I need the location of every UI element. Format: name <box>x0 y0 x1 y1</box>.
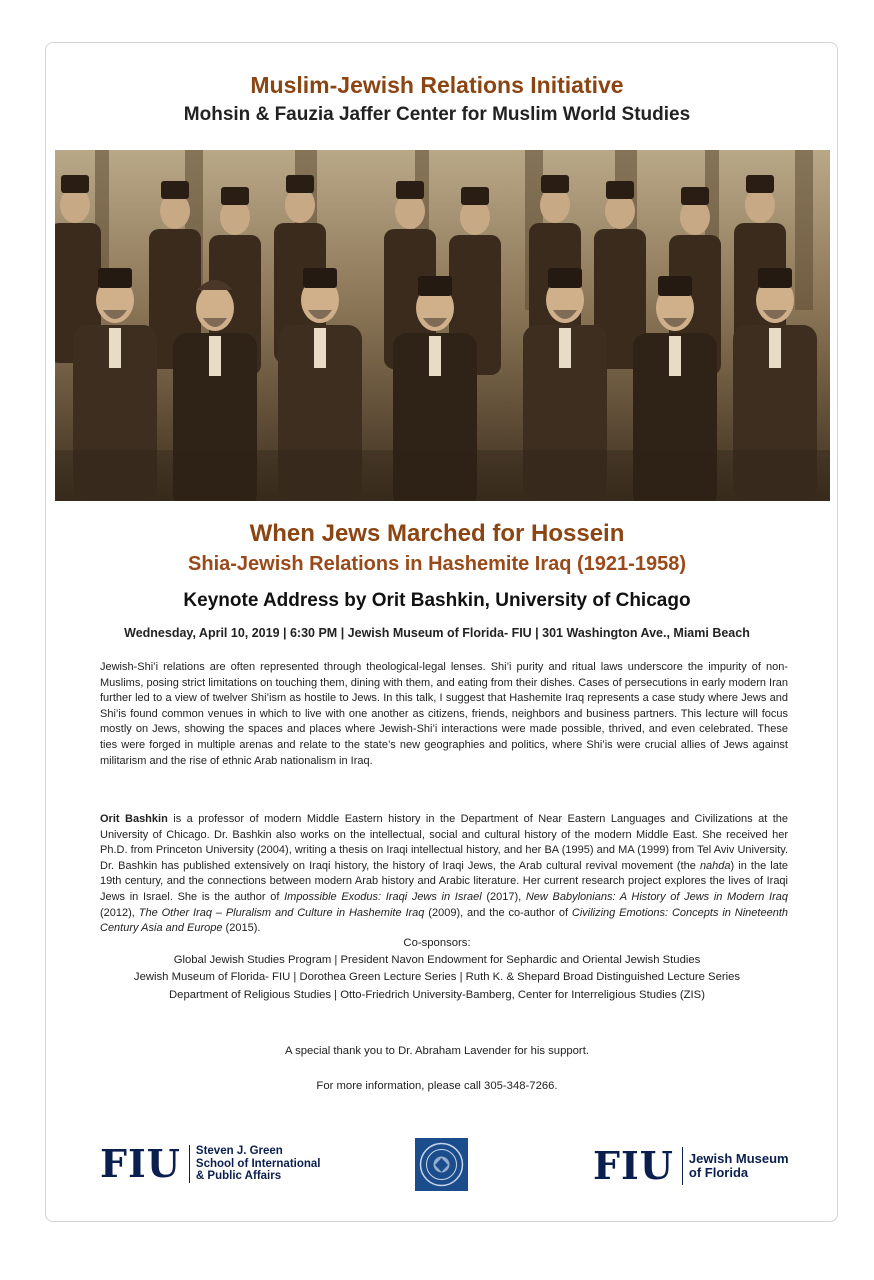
event-details: Wednesday, April 10, 2019 | 6:30 PM | Jewish Museum of Florida- FIU | 301 Washington Ave., Miami Beach <box>124 626 750 640</box>
museum-logo-text <box>689 1152 789 1180</box>
contact-info: For more information, please call 305-348-7266. <box>316 1080 558 1092</box>
initiative-heading: Muslim-Jewish Relations Initiative <box>250 72 624 98</box>
keynote-line: Keynote Address by Orit Bashkin, University of Chicago <box>183 590 691 611</box>
cosponsor-line: Global Jewish Studies Program | President Navon Endowment for Sephardic and Oriental Jewish Studies <box>173 954 701 967</box>
bio-text: ) in the late 19th century, and the connections between modern Arab history and Arabic literature. Her current research project explores the lives of Iraqi Jews in Israel. She is the author of <box>100 859 788 903</box>
cosponsors-block <box>60 935 814 1004</box>
lecture-subtitle: Shia-Jewish Relations in Hashemite Iraq (1921-1958) <box>188 553 686 575</box>
cosponsor-line: Department of Religious Studies | Otto-Friedrich University-Bamberg, Center for Interreligious Studies (ZIS) <box>169 988 705 1001</box>
logo-line: Jewish Museum <box>688 1151 789 1166</box>
bio-text: (2009), and the co-author of <box>424 906 572 919</box>
thanks-line: A special thank you to Dr. Abraham Lavender for his support. <box>285 1045 589 1057</box>
historical-group-photo <box>55 150 830 501</box>
logo-line: of Florida <box>688 1165 749 1180</box>
logo-divider <box>189 1145 190 1183</box>
lecture-title: When Jews Marched for Hossein <box>249 520 625 547</box>
bio-paragraph <box>100 812 788 937</box>
university-seal-icon <box>415 1138 468 1191</box>
logo-line: & Public Affairs <box>195 1170 282 1183</box>
logo-line: School of International <box>195 1157 321 1170</box>
sipa-logo-text <box>196 1145 321 1183</box>
cosponsor-line: Jewish Museum of Florida- FIU | Dorothea Green Lecture Series | Ruth K. & Shepard Broad Distinguished Lecture Series <box>133 971 741 984</box>
center-heading: Mohsin & Fauzia Jaffer Center for Muslim World Studies <box>183 104 691 125</box>
jewish-museum-logo <box>593 1144 789 1188</box>
group-photo-illustration <box>55 150 830 501</box>
fiu-wordmark: FIU <box>593 1143 674 1188</box>
bio-text: is a professor of modern Middle Eastern history in the Department of Near Eastern Languages and Civilizations at the University of Chicago. Dr. Bashkin also works on the intellectual, social and cultural history of the modern Middle East. She received her Ph.D. from Princeton University (2004), writing a thesis on Iraqi intellectual history, and her BA (1995) and MA (1999) from Tel Aviv University. Dr. Bashkin has published extensively on Iraqi history, the history of Iraqi Jews, the Arab cultural revival movement (the <box>100 813 788 872</box>
bio-text: (2012), <box>100 906 139 919</box>
bio-nahda: nahda <box>699 859 731 872</box>
book-title: New Babylonians: A History of Jews in Modern Iraq <box>525 890 788 903</box>
book-title: Civilizing Emotions: Concepts in Nineteenth Century Asia and Europe <box>100 906 788 935</box>
cosponsors-heading: Co-sponsors: <box>403 937 471 949</box>
book-title: Impossible Exodus: Iraqi Jews in Israel <box>284 890 482 903</box>
abstract-paragraph: Jewish-Shi’i relations are often represented through theological-legal lenses. Shi’i purity and ritual laws underscore the impurity of non-Muslims, posing strict limitations on touching them, dining with them, and eating from their dishes. Cases of persecutions in early modern Iran further led to a view of twelver Shi’ism as hostile to Jews. In this talk, I suggest that Hashemite Iraq represents a case study where Jews and Shi’is found common venues in which to live with one another as citizens, friends, neighbors and business partners. This lecture will focus mostly on Jews, showing the spaces and places where Jewish-Shi’i interactions were made possible, thrived, and even celebrated. These ties were forged in multiple arenas and relate to the state’s new geographies and politics, where Shi’is were crucial allies of Jews against militarism and the rise of ethnic Arab nationalism in Iraq. <box>100 661 788 767</box>
bio-text: (2017), <box>481 890 526 903</box>
book-title: The Other Iraq – Pluralism and Culture in Hashemite Iraq <box>138 906 425 919</box>
speaker-name: Orit Bashkin <box>100 813 168 825</box>
bio-text: (2015). <box>222 922 261 935</box>
fiu-wordmark: FIU <box>100 1141 181 1186</box>
logo-line: Steven J. Green <box>195 1145 283 1158</box>
logo-divider <box>682 1147 683 1185</box>
sipa-logo <box>100 1142 321 1186</box>
